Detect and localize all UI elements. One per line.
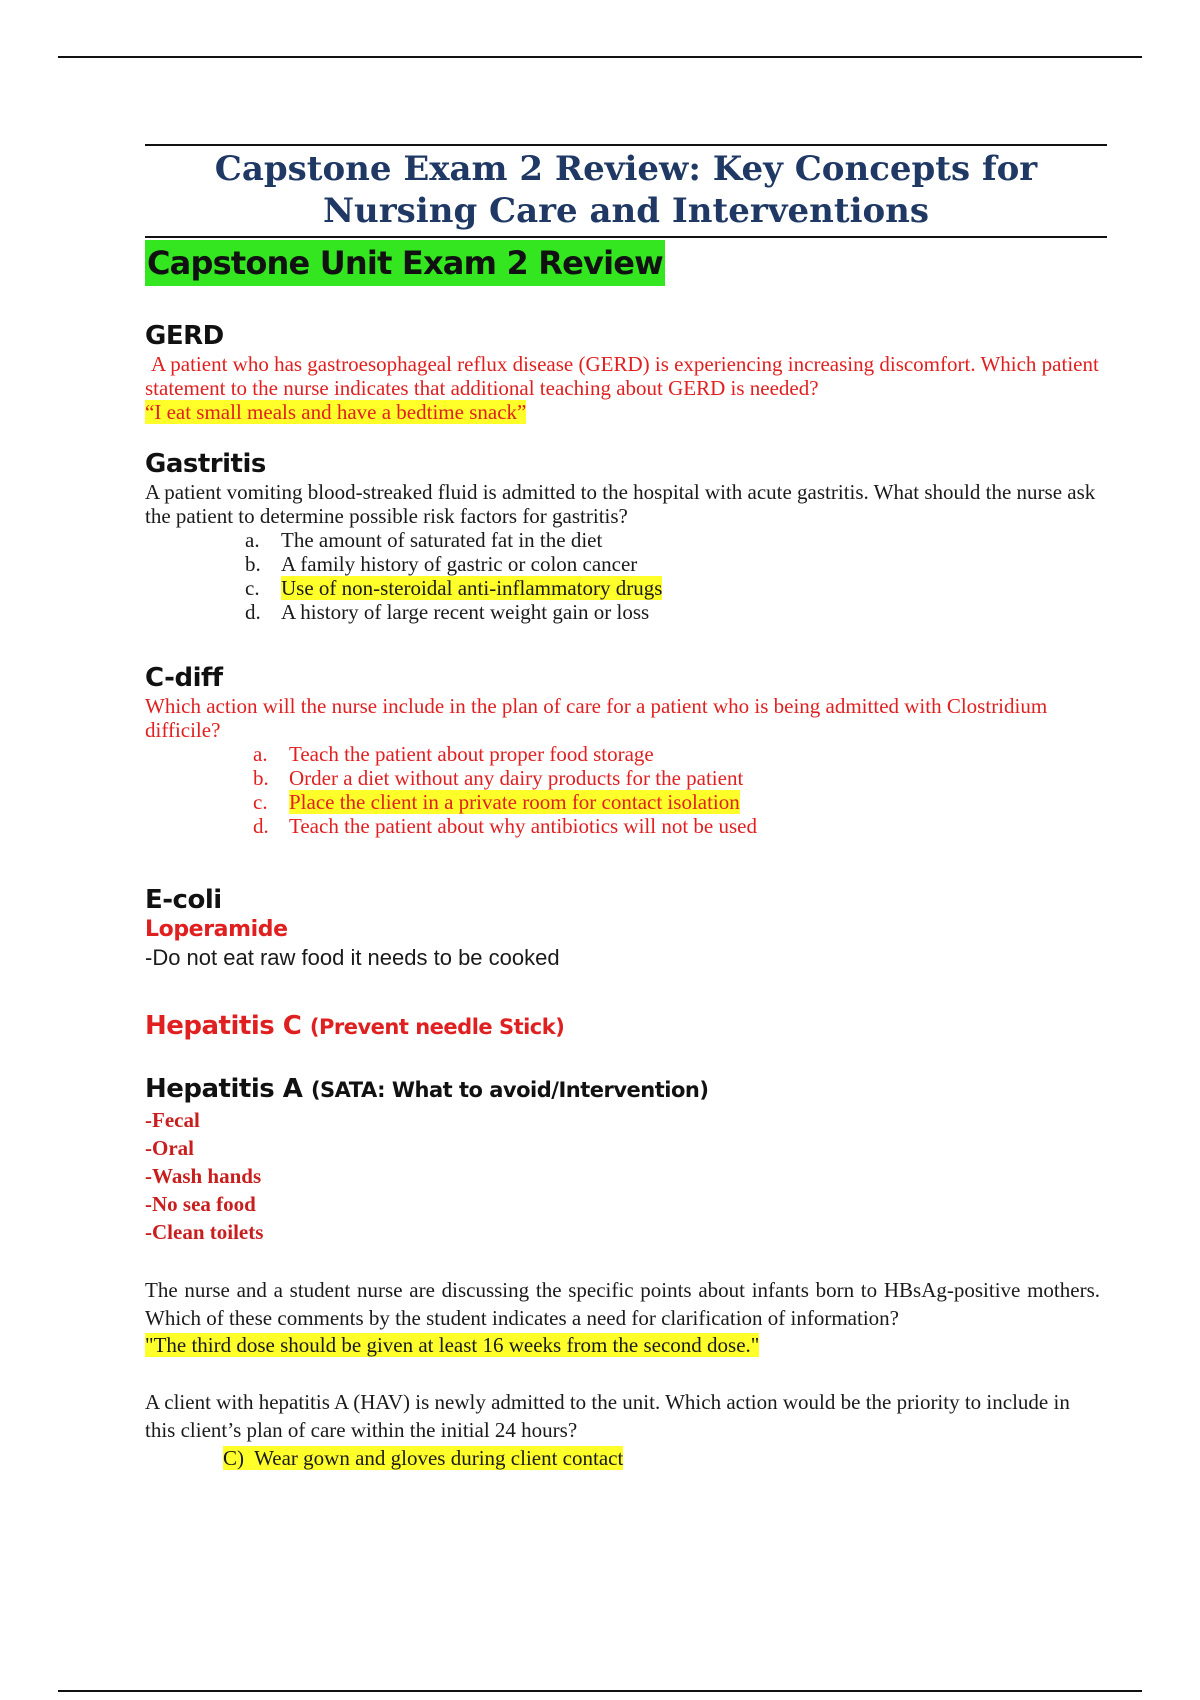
hav-answer-text: Wear gown and gloves during client contact	[254, 1446, 624, 1470]
cdiff-heading: C-diff	[145, 663, 223, 693]
section-banner: Capstone Unit Exam 2 Review	[145, 240, 665, 286]
page-title: Capstone Exam 2 Review: Key Concepts for Nursing Care and Interventions	[214, 149, 1038, 231]
section-gastritis	[145, 448, 1100, 624]
hepa-heading-line	[145, 1073, 1100, 1106]
list-item	[253, 814, 1100, 838]
ecoli-note: -Do not eat raw food it needs to be cooked	[145, 945, 560, 970]
hav-answer	[223, 1446, 623, 1470]
gerd-answer-line	[145, 400, 1100, 424]
option-text: Teach the patient about why antibiotics will not be used	[289, 814, 757, 838]
option-letter: a.	[245, 528, 260, 552]
title-bottom-rule	[145, 236, 1107, 238]
option-letter: d.	[245, 600, 261, 624]
list-item	[253, 790, 1100, 814]
list-item	[253, 742, 1100, 766]
hepc-subheading: (Prevent needle Stick)	[309, 1015, 565, 1039]
hepa-subheading: (SATA: What to avoid/Intervention)	[310, 1078, 709, 1102]
option-letter: d.	[253, 814, 269, 838]
hbsag-answer: "The third dose should be given at least 16 weeks from the second dose."	[145, 1333, 760, 1357]
document-body	[145, 240, 1100, 1472]
option-text: Order a diet without any dairy products for the patient	[289, 766, 744, 790]
option-letter: a.	[253, 742, 268, 766]
top-rule	[58, 56, 1142, 58]
option-text: Teach the patient about proper food storage	[289, 742, 654, 766]
gerd-heading: GERD	[145, 321, 224, 351]
gastritis-options	[245, 528, 1100, 624]
banner-wrap	[145, 240, 1100, 286]
hepa-heading: Hepatitis A	[145, 1074, 303, 1104]
ecoli-drug: Loperamide	[145, 917, 288, 942]
ecoli-heading: E-coli	[145, 885, 222, 915]
option-text: A history of large recent weight gain or loss	[281, 600, 650, 624]
option-letter: c.	[253, 790, 268, 814]
option-text-correct: Use of non-steroidal anti-inflammatory drugs	[281, 576, 663, 600]
list-item	[245, 576, 1100, 600]
list-item: -Clean toilets	[145, 1220, 264, 1244]
list-item: -Fecal	[145, 1108, 200, 1132]
section-gerd	[145, 320, 1100, 424]
hav-answer-line	[223, 1444, 1100, 1472]
title-block	[145, 144, 1107, 238]
hepc-heading-line	[145, 1010, 1100, 1043]
gastritis-question: A patient vomiting blood-streaked fluid is admitted to the hospital with acute gastritis. What should the nurse ask the patient to determine possible risk factors for gastritis?	[145, 480, 1096, 528]
cdiff-question: Which action will the nurse include in the plan of care for a patient who is being admitted with Clostridium difficile?	[145, 694, 1048, 742]
section-hav	[145, 1388, 1100, 1472]
option-text: A family history of gastric or colon cancer	[281, 552, 638, 576]
hbsag-answer-line	[145, 1332, 1100, 1358]
hbsag-question: The nurse and a student nurse are discussing the specific points about infants born to HBsAg-positive mothers. Which of these comments by the student indicates a need for clarification of information?	[145, 1278, 1100, 1330]
option-text-correct: Place the client in a private room for contact isolation	[289, 790, 740, 814]
list-item	[245, 528, 1100, 552]
option-letter: b.	[245, 552, 261, 576]
list-item: -Wash hands	[145, 1164, 262, 1188]
cdiff-options	[253, 742, 1100, 838]
list-item	[245, 600, 1100, 624]
option-text: The amount of saturated fat in the diet	[281, 528, 603, 552]
section-ecoli	[145, 884, 1100, 972]
list-item: -No sea food	[145, 1192, 256, 1216]
gerd-answer: “I eat small meals and have a bedtime snack”	[145, 400, 527, 424]
list-item	[245, 552, 1100, 576]
bottom-rule	[58, 1690, 1142, 1692]
hepc-heading: Hepatitis C	[145, 1011, 302, 1041]
gerd-question: A patient who has gastroesophageal reflux disease (GERD) is experiencing increasing discomfort. Which patient statement to the nurse indicates that additional teaching about GERD is needed?	[145, 352, 1099, 400]
option-letter: b.	[253, 766, 269, 790]
section-hbsag	[145, 1276, 1100, 1358]
gastritis-heading: Gastritis	[145, 449, 266, 479]
option-letter: c.	[245, 576, 260, 600]
hav-question: A client with hepatitis A (HAV) is newly admitted to the unit. Which action would be the priority to include in this client’s plan of care within the initial 24 hours?	[145, 1390, 1070, 1442]
hepa-list	[145, 1106, 1100, 1246]
hav-answer-letter: C)	[223, 1446, 244, 1470]
list-item	[253, 766, 1100, 790]
section-cdiff	[145, 662, 1100, 838]
list-item: -Oral	[145, 1136, 194, 1160]
section-hepa	[145, 1073, 1100, 1246]
section-hepc	[145, 1010, 1100, 1043]
